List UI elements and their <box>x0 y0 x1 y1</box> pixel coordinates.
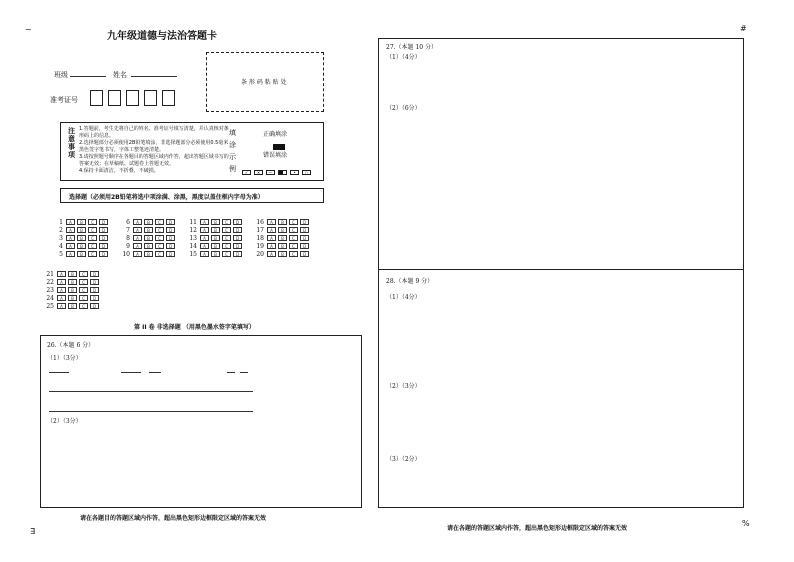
q26-line[interactable] <box>49 372 69 373</box>
mc-question-number: 11 <box>189 218 197 226</box>
mc-option-bubble[interactable]: C <box>79 279 88 285</box>
corner-mark-bottom-left: ∃ <box>30 527 36 536</box>
mc-option-bubble[interactable]: A <box>66 227 75 233</box>
mc-option-bubble[interactable]: C <box>155 243 164 249</box>
mc-option-bubble[interactable]: C <box>79 295 88 301</box>
mc-option-bubble[interactable]: C <box>222 235 231 241</box>
mc-question-row <box>122 242 175 250</box>
mc-option-bubble[interactable]: C <box>289 235 298 241</box>
exam-id-label: 准考证号 <box>50 96 78 104</box>
footer-right: 请在各题的答题区域内作答，超出黑色矩形边框限定区域的答案无效 <box>447 525 628 532</box>
mc-option-bubble[interactable]: A <box>200 243 209 249</box>
mc-option-bubble[interactable]: C <box>289 243 298 249</box>
mc-option-bubble[interactable]: C <box>155 235 164 241</box>
q27-part1-label: （1）（4分） <box>386 54 421 61</box>
mc-question-row <box>189 226 242 234</box>
mc-option-bubble[interactable]: A <box>267 243 276 249</box>
section1-header: 选择题（必须用2B铅笔将选中项涂满、涂黑，黑度以盖住框内字母为准） <box>69 194 264 201</box>
wrong-mark-check: ✓ <box>242 170 251 175</box>
corner-mark-bottom-right: % <box>742 519 750 528</box>
mc-option-bubble[interactable]: B <box>68 279 77 285</box>
mc-option-bubble[interactable]: C <box>155 227 164 233</box>
mc-question-row <box>46 294 99 302</box>
mc-option-bubble[interactable]: B <box>68 295 77 301</box>
mc-option-bubble[interactable]: C <box>88 243 97 249</box>
mc-option-bubble[interactable]: C <box>222 251 231 257</box>
exam-id-box[interactable] <box>90 90 103 106</box>
mc-option-bubble[interactable]: B <box>278 219 287 225</box>
wrong-mark-half <box>278 170 287 175</box>
mc-question-number: 5 <box>59 250 63 258</box>
class-field[interactable] <box>70 76 106 77</box>
mc-option-bubble[interactable]: D <box>99 227 108 233</box>
q26-part1-label: （1）（3分） <box>47 355 82 362</box>
mc-question-row <box>55 234 108 242</box>
mc-option-bubble[interactable]: B <box>211 227 220 233</box>
mc-option-bubble[interactable]: B <box>278 251 287 257</box>
wrong-fill-label: 错误填涂 <box>263 152 288 159</box>
mc-option-bubble[interactable]: A <box>200 235 209 241</box>
mc-option-bubble[interactable]: C <box>289 251 298 257</box>
wrong-mark-dash: — <box>266 170 275 175</box>
section2-header: 第 II 卷 非选择题 （用黑色墨水签字笔填写） <box>134 324 255 331</box>
q26-part2-label: （2）（3分） <box>47 418 82 425</box>
mc-question-number: 16 <box>256 218 264 226</box>
mc-question-number: 3 <box>59 234 63 242</box>
notice-line: 2.选择题部分必须使用2B铅笔填涂，非选择题部分必须使用0.5毫米黑色签字笔书写，字体工整笔迹清楚。 <box>79 140 229 153</box>
mc-option-bubble[interactable]: A <box>267 219 276 225</box>
name-field[interactable] <box>131 76 177 77</box>
exam-id-box[interactable] <box>144 90 157 106</box>
mc-option-bubble[interactable]: A <box>133 219 142 225</box>
mc-option-bubble[interactable]: A <box>66 243 75 249</box>
mc-option-bubble[interactable]: A <box>267 227 276 233</box>
mc-option-bubble[interactable]: A <box>57 279 66 285</box>
mc-option-bubble[interactable]: C <box>79 271 88 277</box>
page-title: 九年级道德与法治答题卡 <box>107 31 217 42</box>
q26-line[interactable] <box>49 391 253 392</box>
mc-question-row <box>55 242 108 250</box>
mc-option-bubble[interactable]: C <box>79 303 88 309</box>
mc-option-bubble[interactable]: A <box>267 251 276 257</box>
mc-option-bubble[interactable]: B <box>144 219 153 225</box>
mc-question-row <box>256 234 309 242</box>
q27-answer-area[interactable] <box>378 38 744 270</box>
mc-option-bubble[interactable]: C <box>88 251 97 257</box>
notice-box <box>60 122 324 181</box>
mc-option-bubble[interactable]: B <box>68 303 77 309</box>
mc-question-row <box>189 242 242 250</box>
mc-option-bubble[interactable]: D <box>233 219 242 225</box>
mc-question-number: 22 <box>46 278 54 286</box>
mc-question-number: 13 <box>189 234 197 242</box>
notice-line: 1.答题前，考生先将自己的姓名、准考证号填写清楚，并认真核对条形码上的信息。 <box>79 126 229 139</box>
mc-option-bubble[interactable]: B <box>211 235 220 241</box>
q27-part2-label: （2）（6分） <box>386 105 421 112</box>
mc-option-bubble[interactable]: D <box>166 243 175 249</box>
mc-option-bubble[interactable]: D <box>99 251 108 257</box>
mc-option-bubble[interactable]: C <box>222 227 231 233</box>
exam-id-box[interactable] <box>108 90 121 106</box>
mc-option-bubble[interactable]: C <box>222 243 231 249</box>
mc-question-number: 20 <box>256 250 264 258</box>
mc-question-number: 10 <box>122 250 130 258</box>
mc-option-bubble[interactable]: A <box>57 271 66 277</box>
mc-question-row <box>46 302 99 310</box>
mc-question-row <box>189 234 242 242</box>
mc-option-bubble[interactable]: D <box>300 251 309 257</box>
barcode-label: 条 形 码 粘 贴 处 <box>241 79 287 86</box>
mc-option-bubble[interactable]: C <box>289 227 298 233</box>
mc-option-bubble[interactable]: D <box>233 235 242 241</box>
mc-question-number: 17 <box>256 226 264 234</box>
exam-id-box[interactable] <box>162 90 175 106</box>
mc-option-bubble[interactable]: D <box>99 243 108 249</box>
mc-option-bubble[interactable]: A <box>133 227 142 233</box>
mc-option-bubble[interactable]: A <box>57 295 66 301</box>
mc-question-number: 19 <box>256 242 264 250</box>
mc-question-number: 6 <box>126 218 130 226</box>
mc-question-number: 25 <box>46 302 54 310</box>
mc-option-bubble[interactable]: B <box>211 243 220 249</box>
mc-option-bubble[interactable]: D <box>233 251 242 257</box>
mc-question-row <box>122 218 175 226</box>
mc-option-bubble[interactable]: B <box>144 243 153 249</box>
class-label: 班级 <box>54 71 68 79</box>
mc-option-bubble[interactable]: B <box>278 243 287 249</box>
mc-option-bubble[interactable]: D <box>300 235 309 241</box>
mc-question-row <box>46 278 99 286</box>
mc-option-bubble[interactable]: D <box>90 287 99 293</box>
mc-question-row <box>122 250 175 258</box>
exam-id-box[interactable] <box>126 90 139 106</box>
mc-option-bubble[interactable]: A <box>66 251 75 257</box>
mc-option-bubble[interactable]: B <box>77 219 86 225</box>
section1-header-box <box>60 188 324 203</box>
wrong-fill-marks <box>242 170 311 175</box>
mc-question-row <box>55 250 108 258</box>
mc-question-row <box>122 234 175 242</box>
mc-option-bubble[interactable]: D <box>90 271 99 277</box>
mc-option-bubble[interactable]: B <box>211 219 220 225</box>
mc-question-number: 21 <box>46 270 54 278</box>
q26-line[interactable] <box>121 372 141 373</box>
mc-option-bubble[interactable]: D <box>300 227 309 233</box>
notice-vertical-label: 注意事项 <box>68 127 75 159</box>
mc-option-bubble[interactable]: B <box>144 227 153 233</box>
wrong-mark-circle: ○ <box>302 170 311 175</box>
mc-question-row <box>122 226 175 234</box>
mc-option-bubble[interactable]: D <box>90 279 99 285</box>
mc-question-number: 8 <box>126 234 130 242</box>
mc-option-bubble[interactable]: D <box>300 243 309 249</box>
mc-option-bubble[interactable]: A <box>66 235 75 241</box>
mc-option-bubble[interactable]: A <box>267 235 276 241</box>
mc-option-bubble[interactable]: D <box>166 219 175 225</box>
q27-title: 27.（本题 10 分） <box>386 44 437 51</box>
mc-option-bubble[interactable]: A <box>133 243 142 249</box>
mc-option-bubble[interactable]: D <box>90 303 99 309</box>
mc-option-bubble[interactable]: D <box>166 227 175 233</box>
mc-question-row <box>46 270 99 278</box>
mc-option-bubble[interactable]: A <box>66 219 75 225</box>
mc-option-bubble[interactable]: A <box>200 219 209 225</box>
notice-list <box>79 126 229 175</box>
mc-option-bubble[interactable]: D <box>233 243 242 249</box>
q28-answer-area[interactable] <box>378 269 744 508</box>
mc-option-bubble[interactable]: D <box>90 295 99 301</box>
mc-option-bubble[interactable]: B <box>68 287 77 293</box>
mc-option-bubble[interactable]: C <box>289 219 298 225</box>
mc-question-number: 7 <box>126 226 130 234</box>
mc-question-number: 12 <box>189 226 197 234</box>
mc-question-number: 2 <box>59 226 63 234</box>
notice-line: 3.请按照题号顺序在各题目的答题区域内作答，超出答题区域书写的答案无效；在草稿纸、试题卷上答题无效。 <box>79 154 229 167</box>
mc-question-number: 4 <box>59 242 63 250</box>
q26-line[interactable] <box>240 372 248 373</box>
mc-option-bubble[interactable]: C <box>88 227 97 233</box>
mc-option-bubble[interactable]: A <box>57 303 66 309</box>
mc-question-number: 14 <box>189 242 197 250</box>
mc-question-number: 15 <box>189 250 197 258</box>
mc-option-bubble[interactable]: D <box>166 251 175 257</box>
wrong-mark-dot: • <box>290 170 299 175</box>
mc-option-bubble[interactable]: D <box>233 227 242 233</box>
notice-line: 4.保持卡面清洁，不折叠，不破损。 <box>79 168 159 174</box>
mc-question-number: 23 <box>46 286 54 294</box>
mc-option-bubble[interactable]: B <box>77 227 86 233</box>
mc-option-bubble[interactable]: B <box>77 243 86 249</box>
mc-question-number: 18 <box>256 234 264 242</box>
mc-option-bubble[interactable]: B <box>278 235 287 241</box>
q26-line[interactable] <box>49 411 253 412</box>
mc-option-bubble[interactable]: C <box>222 219 231 225</box>
barcode-area <box>206 52 324 112</box>
mc-option-bubble[interactable]: C <box>155 251 164 257</box>
mc-question-row <box>189 250 242 258</box>
corner-mark-top-left: ~ <box>25 25 32 34</box>
mc-question-row <box>256 226 309 234</box>
mc-option-bubble[interactable]: D <box>166 235 175 241</box>
q26-title: 26.（本题 6 分） <box>47 342 95 349</box>
mc-option-bubble[interactable]: B <box>77 235 86 241</box>
mc-option-bubble[interactable]: B <box>77 251 86 257</box>
name-label: 姓名 <box>113 71 127 79</box>
mc-question-row <box>55 226 108 234</box>
mc-option-bubble[interactable]: D <box>300 219 309 225</box>
mc-option-bubble[interactable]: D <box>99 219 108 225</box>
mc-question-number: 24 <box>46 294 54 302</box>
mc-option-bubble[interactable]: C <box>88 235 97 241</box>
q28-part2-label: （2）（3分） <box>386 383 421 390</box>
mc-question-row <box>46 286 99 294</box>
corner-mark-top-right: # <box>740 24 747 33</box>
mc-question-number: 9 <box>126 242 130 250</box>
mc-question-number: 1 <box>59 218 63 226</box>
mc-option-bubble[interactable]: A <box>57 287 66 293</box>
mc-question-row <box>189 218 242 226</box>
mc-question-row <box>256 242 309 250</box>
mc-question-row <box>55 218 108 226</box>
q28-part1-label: （1）（4分） <box>386 294 421 301</box>
mc-option-bubble[interactable]: A <box>200 251 209 257</box>
q26-line[interactable] <box>149 372 161 373</box>
mc-option-bubble[interactable]: D <box>99 235 108 241</box>
mc-option-bubble[interactable]: B <box>144 251 153 257</box>
mc-question-row <box>256 218 309 226</box>
q28-part3-label: （3）（2分） <box>386 456 421 463</box>
mc-option-bubble[interactable]: C <box>79 287 88 293</box>
mc-option-bubble[interactable]: B <box>68 271 77 277</box>
q28-title: 28.（本题 9 分） <box>386 278 434 285</box>
fill-example-vertical-label: 填涂示例 <box>229 129 236 173</box>
mc-option-bubble[interactable]: B <box>278 227 287 233</box>
mc-question-row <box>256 250 309 258</box>
mc-option-bubble[interactable]: C <box>88 219 97 225</box>
footer-left: 请在各题目的答题区域内作答，超出黑色矩形边框限定区域的答案无效 <box>80 515 267 522</box>
q26-line[interactable] <box>227 372 235 373</box>
mc-option-bubble[interactable]: B <box>211 251 220 257</box>
mc-option-bubble[interactable]: A <box>133 251 142 257</box>
wrong-mark-cross: ✕ <box>254 170 263 175</box>
mc-option-bubble[interactable]: A <box>200 227 209 233</box>
correct-fill-label: 正确填涂 <box>263 131 288 138</box>
mc-option-bubble[interactable]: A <box>133 235 142 241</box>
mc-option-bubble[interactable]: B <box>144 235 153 241</box>
q26-answer-area[interactable] <box>40 335 362 508</box>
mc-option-bubble[interactable]: C <box>155 219 164 225</box>
